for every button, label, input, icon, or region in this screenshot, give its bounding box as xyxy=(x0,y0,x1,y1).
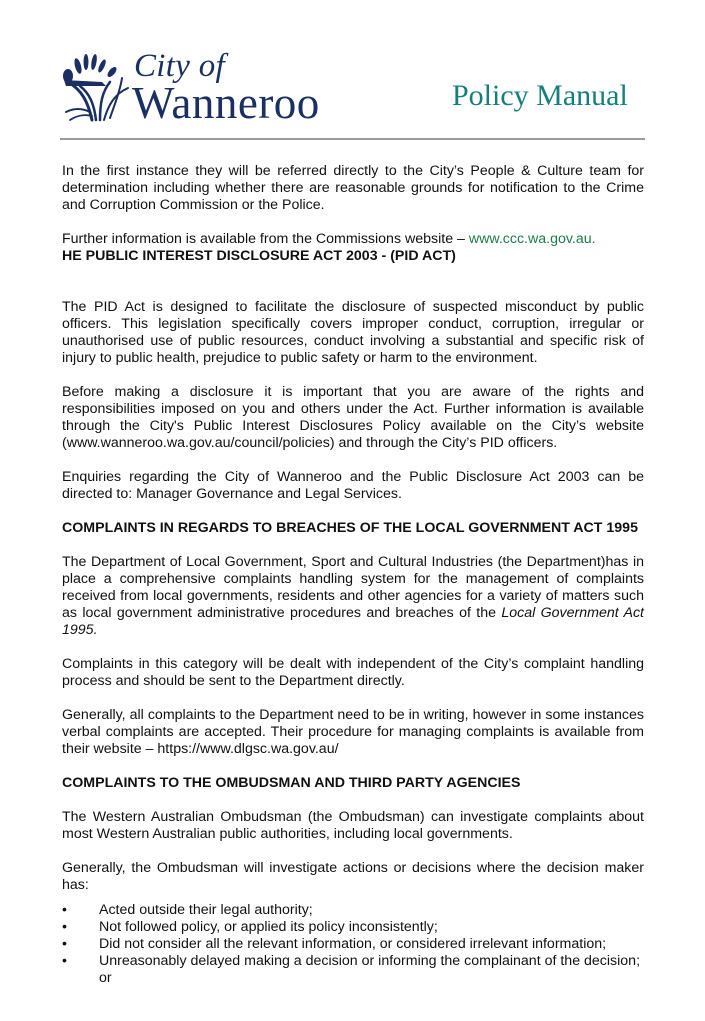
logo-text-city-of: City of xyxy=(134,48,226,84)
paragraph-ombudsman-investigate: Generally, the Ombudsman will investigate actions or decisions where the decision maker has: xyxy=(62,860,644,893)
paragraph-before-disclosure: Before making a disclosure it is important that you are aware of the rights and responsibilities imposed on you and others under the Act. Further information is available through the City's Public Interest Disclosures Policy available on the City’s website (www.wanneroo.wa.gov.au/council/policies) and through the City’s PID officers. xyxy=(62,384,644,451)
paragraph-category: Complaints in this category will be dealt with independent of the City’s complaint handling process and should be sent to the Department directly. xyxy=(62,656,644,689)
kangaroo-paw-icon xyxy=(62,52,132,122)
local-government-act-title: Local Government Act 1995 xyxy=(62,605,644,638)
paragraph-ombudsman: The Western Australian Ombudsman (the Ombudsman) can investigate complaints about most Western Australian public authorities, including local governments. xyxy=(62,809,644,842)
department-text: The Department of Local Government, Sport and Cultural Industries (the Department)has in place a comprehensive complaints handling system for the management of complaints received from local governments, residents and other agencies for a variety of matters such as local government administrative procedures and breaches of the xyxy=(62,554,644,621)
list-item: • Unreasonably delayed making a decision or informing the complainant of the decision; or xyxy=(62,953,641,986)
list-item: • Acted outside their legal authority; xyxy=(62,902,313,918)
list-item: • Did not consider all the relevant information, or considered irrelevant information; xyxy=(62,936,607,952)
page-header xyxy=(0,0,705,150)
paragraph-enquiries: Enquiries regarding the City of Wanneroo and the Public Disclosure Act 2003 can be directed to: Manager Governance and Legal Services. xyxy=(62,469,644,502)
bullet-icon: • xyxy=(62,919,67,935)
ccc-website-link[interactable]: www.ccc.wa.gov.au. xyxy=(468,231,596,247)
header-divider xyxy=(60,138,645,140)
department-text-end: . xyxy=(93,622,98,638)
bullet-icon: • xyxy=(62,902,67,918)
heading-pid-act: HE PUBLIC INTEREST DISCLOSURE ACT 2003 - (PID ACT) xyxy=(62,248,456,264)
ccc-website-text: Further information is available from the Commissions website – xyxy=(62,231,469,247)
logo-text-wanneroo: Wanneroo xyxy=(132,78,320,128)
paragraph-pid-act: The PID Act is designed to facilitate the disclosure of suspected misconduct by public officers. This legislation specifically covers improper conduct, corruption, irregular or unauthorised use of public resources, conduct involving a substantial and specific risk of injury to public health, prejudice to public safety or harm to the environment. xyxy=(62,299,644,366)
paragraph-department xyxy=(62,554,644,639)
paragraph-ccc-website xyxy=(62,231,644,248)
heading-ombudsman: COMPLAINTS TO THE OMBUDSMAN AND THIRD PARTY AGENCIES xyxy=(62,775,521,791)
paragraph-referral: In the first instance they will be referred directly to the City’s People & Culture team for determination including whether there are reasonable grounds for notification to the Crime and Corruption Commission or the Police. xyxy=(62,163,644,213)
document-body xyxy=(62,163,644,987)
paragraph-writing: Generally, all complaints to the Department need to be in writing, however in some instances verbal complaints are accepted. Their procedure for managing complaints is available from their website – https://www.dlgsc.wa.gov.au/ xyxy=(62,707,644,757)
list-item: • Not followed policy, or applied its policy inconsistently; xyxy=(62,919,438,935)
bullet-icon: • xyxy=(62,953,67,969)
city-of-wanneroo-logo xyxy=(62,48,332,128)
policy-manual-title: Policy Manual xyxy=(452,79,628,112)
heading-local-government-act: COMPLAINTS IN REGARDS TO BREACHES OF THE LOCAL GOVERNMENT ACT 1995 xyxy=(62,520,638,536)
ombudsman-criteria-list xyxy=(62,902,644,987)
bullet-icon: • xyxy=(62,936,67,952)
